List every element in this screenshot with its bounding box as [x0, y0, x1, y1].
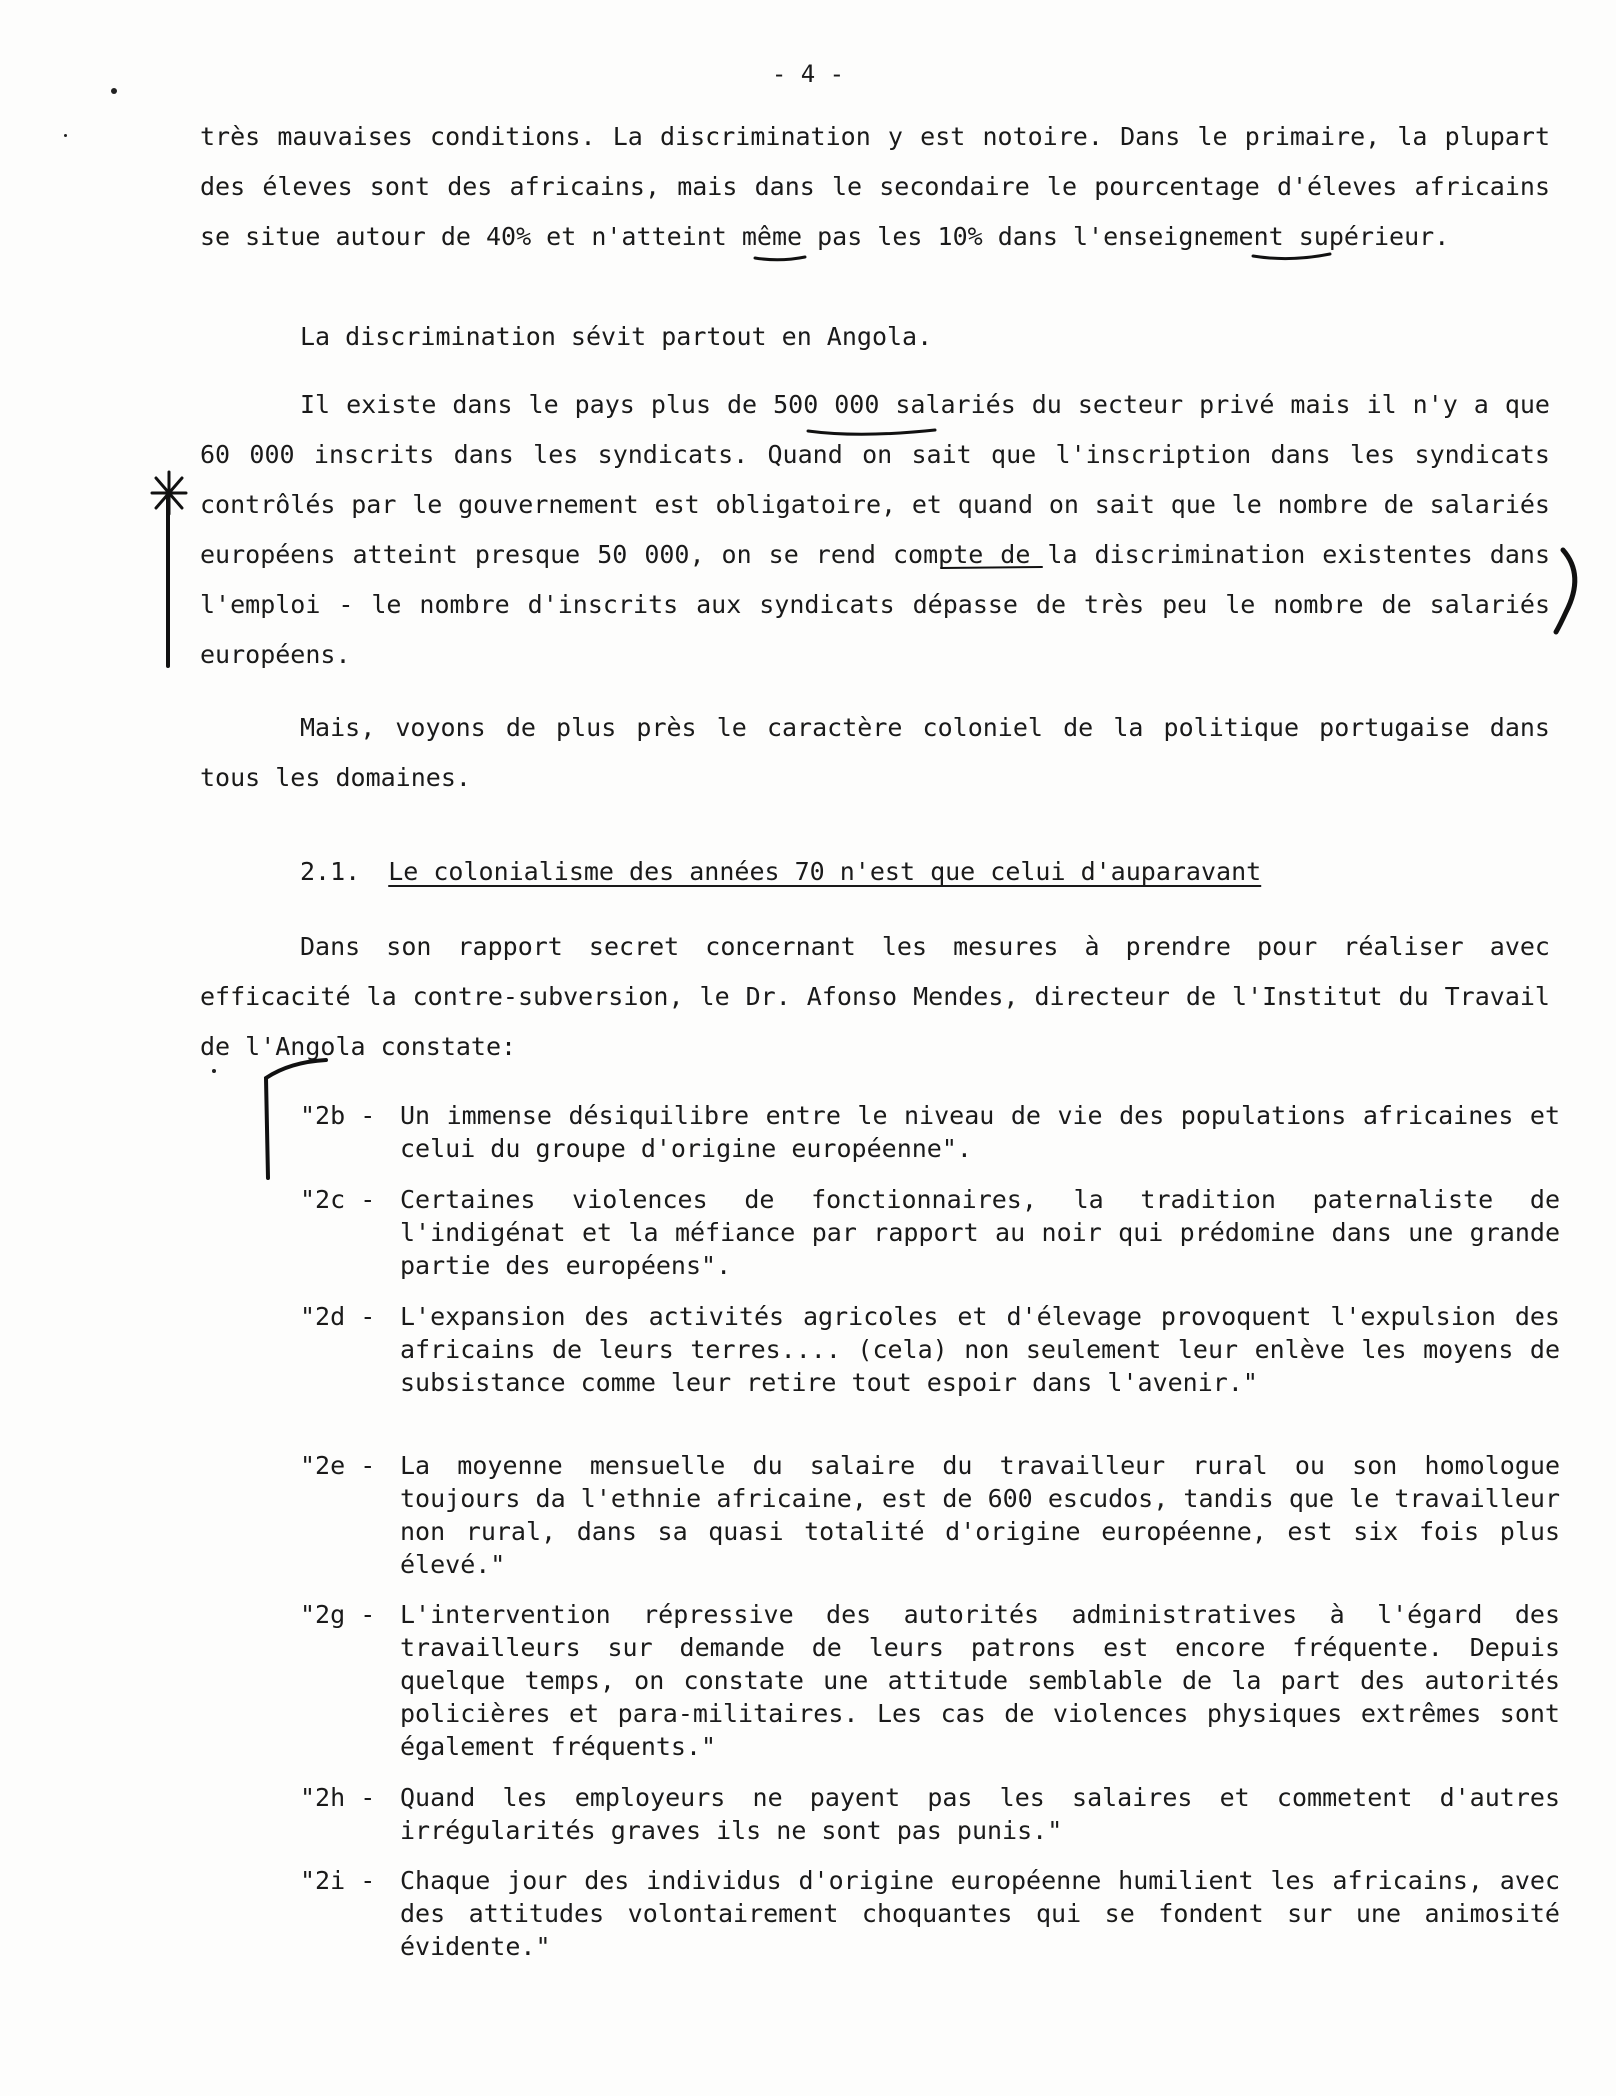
quote-text: L'intervention répressive des autorités administratives à l'égard des travailleurs sur demande de leurs patrons est encore fréquente. Depuis quelque temps, on constate une attitude semblable de la part des autorités policières et para-militaires. Les cas de violences physiques extrêmes sont également fréquents." [400, 1600, 1560, 1761]
quote-label: "2d - [300, 1302, 376, 1331]
quote-text: Certaines violences de fonctionnaires, la tradition paternaliste de l'indigénat et la méfiance par rapport au noir qui prédomine dans une grande partie des européens". [400, 1185, 1560, 1280]
quote-label: "2h - [300, 1783, 376, 1812]
quote-item [300, 1781, 1560, 1847]
quote-text: L'expansion des activités agricoles et d'élevage provoquent l'expulsion des africains de leurs terres.... (cela) non seulement leur enlève les moyens de subsistance comme leur retire tout espoir dans l'avenir." [400, 1302, 1560, 1397]
quote-label: "2e - [300, 1451, 376, 1480]
quote-label: "2g - [300, 1600, 376, 1629]
stray-dot-mark [212, 1069, 216, 1073]
paragraph-discrimination-angola: La discrimination sévit partout en Angola. [300, 322, 933, 351]
section-heading [300, 857, 1261, 886]
paragraph-discrimination-education: très mauvaises conditions. La discrimination y est notoire. Dans le primaire, la plupart des éleves sont des africains, mais dans le secondaire le pourcentage d'éleves africains se situe autour de 40% et n'atteint même pas les 10% dans l'enseignement supérieur. [200, 122, 1566, 251]
quote-label: "2c - [300, 1185, 376, 1214]
stray-dot-mark [64, 134, 67, 137]
paragraph-syndicats: Il existe dans le pays plus de 500 000 salariés du secteur privé mais il n'y a que 60 000 inscrits dans les syndicats. Quand on sait que l'inscription dans les syndicats contrôlés par le gouvernement est obligatoire, et quand on sait que le nombre de salariés européens atteint presque 50 000, on se rend compte de la discrimination existentes dans l'emploi - le nombre d'inscrits aux syndicats dépasse de très peu le nombre de salariés européens. [200, 390, 1566, 669]
paragraph-report-intro: Dans son rapport secret concernant les mesures à prendre pour réaliser avec efficacité la contre-subversion, le Dr. Afonso Mendes, directeur de l'Institut du Travail de l'Angola constate: [200, 932, 1566, 1061]
quote-item [300, 1183, 1560, 1282]
paragraph-colonial-policy: Mais, voyons de plus près le caractère coloniel de la politique portugaise dans tous les domaines. [200, 713, 1566, 792]
quote-text: Quand les employeurs ne payent pas les salaires et commetent d'autres irrégularités graves ils ne sont pas punis." [400, 1783, 1560, 1845]
quote-item [300, 1300, 1560, 1399]
stray-dot-mark [111, 88, 117, 94]
page-number: - 4 - [771, 60, 845, 88]
quote-text: Un immense désiquilibre entre le niveau de vie des populations africaines et celui du groupe d'origine européenne". [400, 1101, 1560, 1163]
quote-item [300, 1598, 1560, 1763]
section-number: 2.1. [300, 857, 361, 886]
margin-asterisk-icon [152, 472, 186, 514]
quote-text: La moyenne mensuelle du salaire du travailleur rural ou son homologue toujours da l'ethnie africaine, est de 600 escudos, tandis que le travailleur non rural, dans sa quasi totalité d'origine européenne, est six fois plus élevé." [400, 1451, 1560, 1579]
quote-text: Chaque jour des individus d'origine européenne humilient les africains, avec des attitudes volontairement choquantes qui se fondent sur une animosité évidente." [400, 1866, 1560, 1961]
quote-item [300, 1099, 1560, 1165]
quote-item [300, 1449, 1560, 1581]
quote-label: "2b - [300, 1101, 376, 1130]
quote-item [300, 1864, 1560, 1963]
quote-label: "2i - [300, 1866, 376, 1895]
section-title: Le colonialisme des années 70 n'est que celui d'auparavant [388, 857, 1262, 886]
